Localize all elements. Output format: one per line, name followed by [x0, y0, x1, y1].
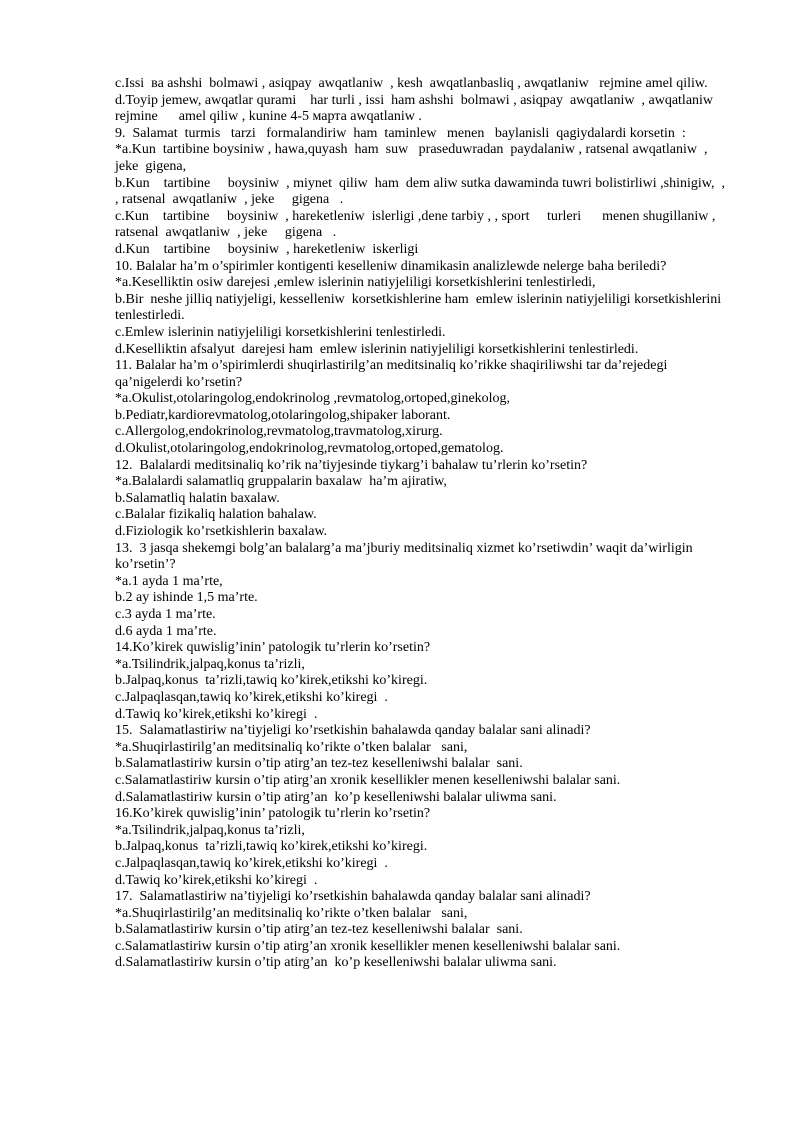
- question-17: 17. Salamatlastiriw na’tiyjeligi ko’rsetkishin bahalawda qanday balalar sani alinadi?: [115, 889, 591, 905]
- question-15: 15. Salamatlastiriw na’tiyjeligi ko’rsetkishin bahalawda qanday balalar sani alinadi?: [115, 723, 591, 739]
- answer-line: d.Salamatlastiriw kursin o’tip atirg’an ko’p keselleniwshi balalar uliwma sani.: [115, 955, 557, 971]
- question-12: 12. Balalardi meditsinaliq ko’rik na’tiyjesinde tiykarg’i bahalaw tu’rlerin ko’rsetin?: [115, 457, 588, 473]
- answer-line: *a.Shuqirlastirilg’an meditsinaliq ko’rikte o’tken balalar sani,: [115, 739, 468, 755]
- answer-line: *a.Kun tartibine boysiniw , hawa,quyash ham suw praseduwradan paydalaniw , ratsenal awqatlaniw , jeke gigena,: [115, 142, 712, 174]
- answer-line: d.Tawiq ko’kirek,etikshi ko’kiregi .: [115, 872, 318, 888]
- question-9: 9. Salamat turmis tarzi formalandiriw ham taminlew menen baylanisli qagiydalardi korsetin :: [115, 125, 686, 141]
- question-16: 16.Ko’kirek quwislig’inin’ patologik tu’rlerin ko’rsetin?: [115, 806, 431, 822]
- answer-line: b.Pediatr,kardiorevmatolog,otolaringolog,shipaker laborant.: [115, 407, 451, 423]
- answer-line: c.Balalar fizikaliq halation bahalaw.: [115, 507, 317, 523]
- question-13: 13. 3 jasqa shekemgi bolg’an balalarg’a ma’jburiy meditsinaliq xizmet ko’rsetiwdin’ waqit da’wirligin ko’rsetin’?: [115, 540, 697, 573]
- answer-line: c.Jalpaqlasqan,tawiq ko’kirek,etikshi ko’kiregi .: [115, 855, 388, 871]
- answer-line: c.3 ayda 1 ma’rte.: [115, 607, 216, 622]
- answer-line: c.Emlew islerinin natiyjeliligi korsetkishlerini tenlestirledi.: [115, 324, 446, 340]
- answer-line: b.2 ay ishinde 1,5 ma’rte.: [115, 590, 258, 606]
- answer-line: b.Bir neshe jilliq natiyjeligi, kesselleniw korsetkishlerine ham emlew islerinin natiyjeliligi korsetkishlerini tenlestirledi.: [115, 291, 725, 324]
- answer-line: c.Salamatlastiriw kursin o’tip atirg’an xronik kesellikler menen keselleniwshi balalar sani.: [115, 938, 621, 954]
- answer-line: *a.Tsilindrik,jalpaq,konus ta’rizli,: [115, 656, 305, 672]
- answer-line: c.Kun tartibine boysiniw , hareketleniw islerligi ,dene tarbiy , , sport turleri menen shugillaniw , ratsenal awqatlaniw , jeke gigena .: [115, 208, 719, 241]
- answer-line: *a.Shuqirlastirilg’an meditsinaliq ko’rikte o’tken balalar sani,: [115, 905, 468, 921]
- answer-line: *a.1 ayda 1 ma’rte,: [115, 573, 223, 589]
- answer-line: c.Jalpaqlasqan,tawiq ko’kirek,etikshi ko’kiregi .: [115, 689, 388, 705]
- answer-line: d.Salamatlastiriw kursin o’tip atirg’an ko’p keselleniwshi balalar uliwma sani.: [115, 789, 557, 805]
- answer-line: d.Tawiq ko’kirek,etikshi ko’kiregi .: [115, 706, 318, 722]
- answer-line: c.Salamatlastiriw kursin o’tip atirg’an xronik kesellikler menen keselleniwshi balalar sani.: [115, 772, 621, 788]
- answer-line: *a.Okulist,otolaringolog,endokrinolog ,revmatolog,ortoped,ginekolog,: [115, 391, 511, 407]
- document-page: [115, 76, 729, 972]
- answer-line: d.Fiziologik ko’rsetkishlerin baxalaw.: [115, 524, 328, 540]
- answer-line: d.Okulist,otolaringolog,endokrinolog,revmatolog,ortoped,gematolog.: [115, 441, 504, 457]
- question-14: 14.Ko’kirek quwislig’inin’ patologik tu’rlerin ko’rsetin?: [115, 640, 431, 656]
- text-line-1: d.Toyip jemew, awqatlar qurami har turli , issi ham ashshi bolmawi , asiqpay awqatlaniw , awqatlaniw rejmine amel qiliw , kunine 4-5 марта awqatlaniw .: [115, 92, 724, 125]
- answer-line: d.6 ayda 1 ma’rte.: [115, 623, 217, 639]
- question-11: 11. Balalar ha’m o’spirimlerdi shuqirlastirilg’an meditsinaliq ko’rikke shaqiriliwshi tar da’rejedegi qa’nigelerdi ko’rsetin?: [115, 358, 671, 390]
- answer-line: b.Jalpaq,konus ta’rizli,tawiq ko’kirek,etikshi ko’kiregi.: [115, 673, 428, 689]
- answer-line: d.Kun tartibine boysiniw , hareketleniw iskerligi: [115, 241, 419, 257]
- answer-line: b.Salamatlastiriw kursin o’tip atirg’an tez-tez keselleniwshi balalar sani.: [115, 922, 523, 938]
- answer-line: b.Kun tartibine boysiniw , miynet qiliw ham dem aliw sutka dawaminda tuwri bolistirliwi ,shinigiw, , , ratsenal awqatlaniw , jeke gigena .: [115, 175, 729, 208]
- answer-line: b.Salamatliq halatin baxalaw.: [115, 490, 280, 506]
- answer-line: *a.Balalardi salamatliq gruppalarin baxalaw ha’m ajiratiw,: [115, 474, 447, 490]
- question-10: 10. Balalar ha’m o’spirimler kontigenti keselleniw dinamikasin analizlewde nelerge baha beriledi?: [115, 258, 667, 274]
- answer-line: b.Salamatlastiriw kursin o’tip atirg’an tez-tez keselleniwshi balalar sani.: [115, 756, 523, 772]
- text-line-0: c.Issi ва ashshi bolmawi , asiqpay awqatlaniw , kesh awqatlanbasliq , awqatlaniw rejmine amel qiliw.: [115, 76, 708, 91]
- answer-line: c.Allergolog,endokrinolog,revmatolog,travmatolog,xirurg.: [115, 424, 443, 440]
- answer-line: *a.Tsilindrik,jalpaq,konus ta’rizli,: [115, 822, 305, 838]
- answer-line: b.Jalpaq,konus ta’rizli,tawiq ko’kirek,etikshi ko’kiregi.: [115, 839, 428, 855]
- answer-line: d.Keselliktin afsalyut darejesi ham emlew islerinin natiyjeliligi korsetkishlerini tenlestirledi.: [115, 341, 639, 357]
- answer-line: *a.Keselliktin osiw darejesi ,emlew islerinin natiyjeliligi korsetkishlerini tenlestirledi,: [115, 275, 596, 291]
